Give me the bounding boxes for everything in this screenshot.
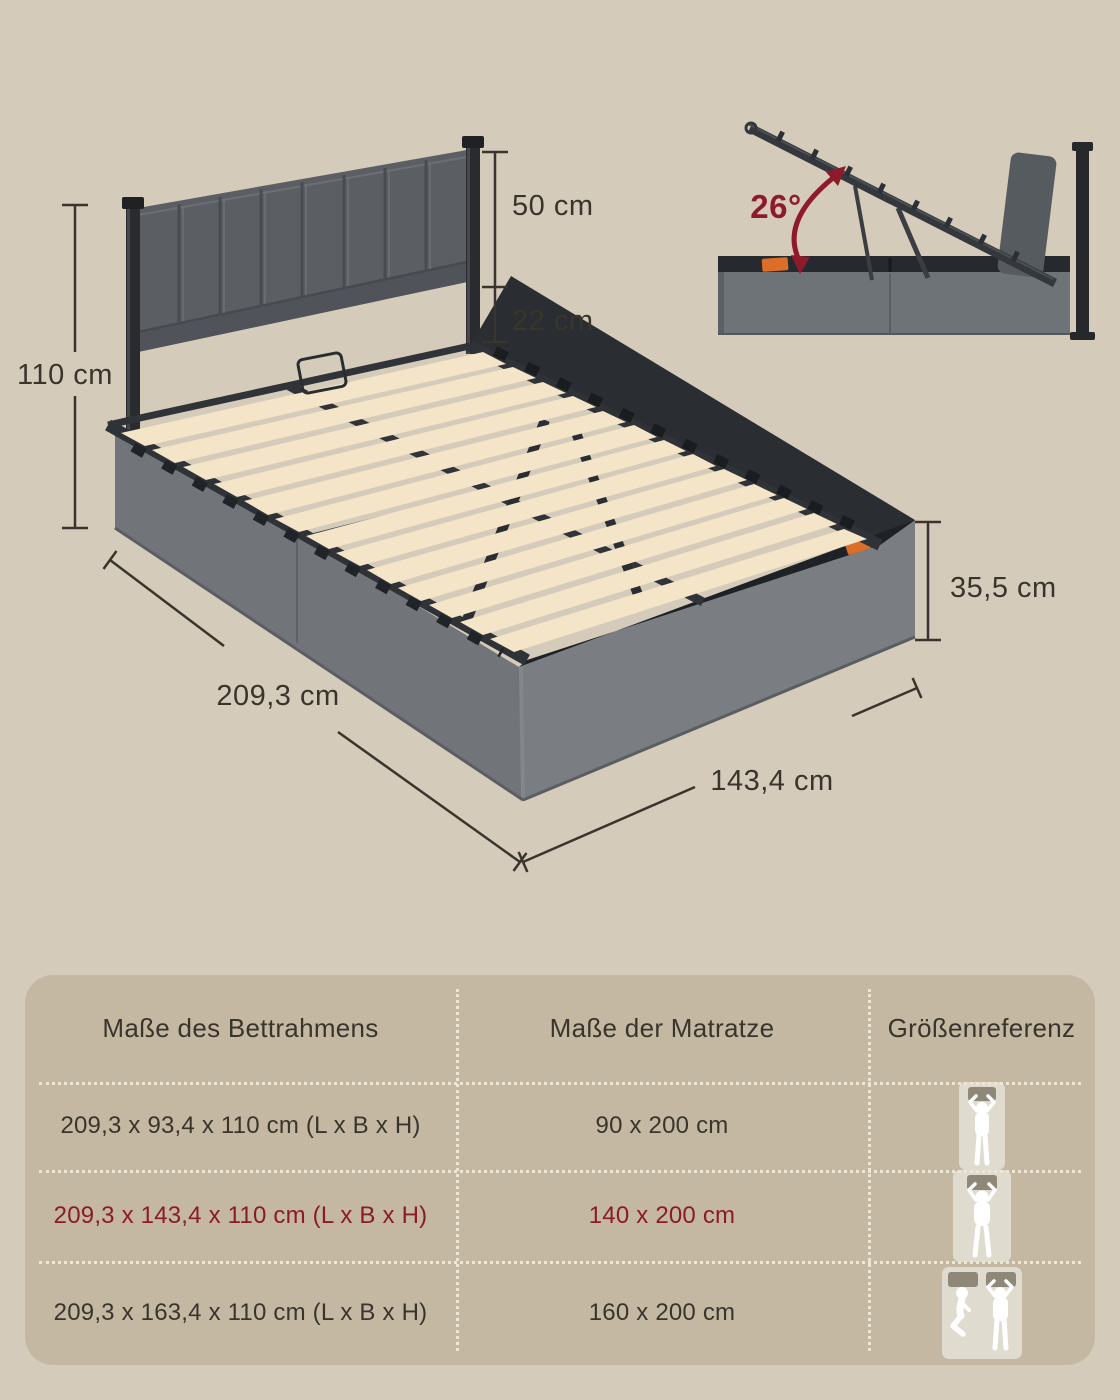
dimension-total-height <box>17 205 113 528</box>
table-row <box>25 1082 1095 1170</box>
lift-mechanism-inset <box>718 123 1095 340</box>
size-reference-cell <box>868 1170 1095 1261</box>
right-post-cap <box>462 136 484 148</box>
table-row <box>25 1261 1095 1365</box>
size-reference-cell <box>868 1082 1095 1170</box>
header-frame-size: Maße des Bettrahmens <box>102 1013 379 1043</box>
header-mattress-size: Maße der Matratze <box>549 1013 775 1043</box>
lift-angle-label: 26° <box>750 188 802 225</box>
size-table <box>25 975 1095 1365</box>
frame-size-value: 209,3 x 93,4 x 110 cm (L x B x H) <box>60 1112 421 1139</box>
base-height-label: 35,5 cm <box>950 572 1057 604</box>
couple-sleepers-icon <box>941 1266 1023 1360</box>
left-post-cap <box>122 197 144 209</box>
size-reference-cell <box>868 1261 1095 1365</box>
header-size-reference: Größenreferenz <box>887 1013 1076 1043</box>
dimension-headboard-height <box>482 152 593 287</box>
dimension-base-height <box>915 522 1057 640</box>
inset-strap <box>762 257 789 272</box>
single-sleeper-icon <box>958 1081 1006 1171</box>
mattress-size-value: 90 x 200 cm <box>595 1112 729 1139</box>
row-separator <box>39 1170 1081 1173</box>
frame-size-value: 209,3 x 163,4 x 110 cm (L x B x H) <box>53 1299 428 1326</box>
headboard-gap-label: 22 cm <box>512 305 594 337</box>
total-height-label: 110 cm <box>17 359 113 391</box>
single-sleeper-icon <box>952 1169 1012 1263</box>
frame-length-label: 209,3 cm <box>216 680 340 712</box>
inset-post <box>1076 146 1089 336</box>
mattress-size-value: 160 x 200 cm <box>588 1299 736 1326</box>
table-header-row <box>25 975 1095 1082</box>
mattress-size-value: 140 x 200 cm <box>588 1201 736 1229</box>
table-row-highlighted <box>25 1170 1095 1261</box>
inset-box-front <box>718 272 1070 334</box>
frame-width-label: 143,4 cm <box>710 765 834 797</box>
row-separator <box>39 1261 1081 1264</box>
headboard-height-label: 50 cm <box>512 190 594 222</box>
frame-size-value: 209,3 x 143,4 x 110 cm (L x B x H) <box>53 1201 428 1229</box>
row-separator <box>39 1082 1081 1085</box>
